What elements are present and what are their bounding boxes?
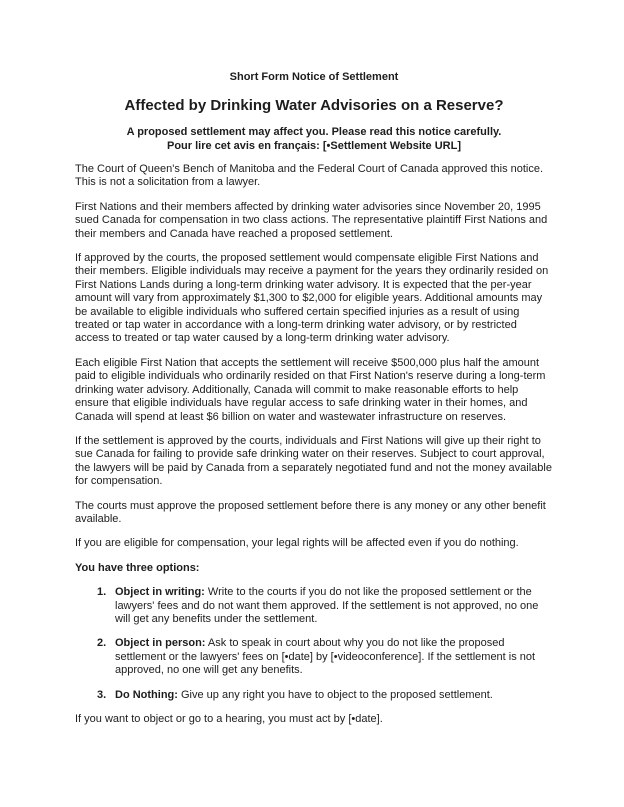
option-description: Write to the courts if you do not like the proposed settlement or the lawyers' fees and do not want them approved. If the settlement is not approved, no one will get any benefits under the settlement.: [115, 586, 539, 625]
option-item-object-in-writing: [75, 586, 553, 626]
paragraph-legal-rights-affected: If you are eligible for compensation, your legal rights will be affected even if you do nothing.: [75, 537, 519, 550]
option-number: 1.: [97, 586, 107, 599]
options-heading: You have three options:: [75, 561, 200, 574]
document-kicker: Short Form Notice of Settlement: [229, 71, 399, 83]
paragraph-class-actions: First Nations and their members affected by drinking water advisories since November 20, 1995 sued Canada for compensation in two class actions. The representative plaintiff First Nations and their members and Canada have reached a proposed settlement.: [75, 200, 548, 240]
paragraph-courts-must-approve: The courts must approve the proposed settlement before there is any money or any other benefit available.: [75, 499, 546, 525]
option-description: Ask to speak in court about why you do not like the proposed settlement or the lawyers' fees on [•date] by [•videoconference]. If the settlement is not approved, no one will get any benefits.: [115, 637, 536, 677]
paragraph-rights-given-up: If the settlement is approved by the courts, individuals and First Nations will give up their right to sue Canada for failing to provide safe drinking water on their reserves. Subject to court approval, the lawyers will be paid by Canada from a separately negotiated fund and not the money available for compensation.: [75, 434, 552, 488]
subtitle-warning-line: A proposed settlement may affect you. Please read this notice carefully.: [126, 126, 502, 138]
option-label: Object in writing:: [115, 586, 205, 599]
option-label: Do Nothing:: [115, 688, 178, 701]
document-title: Affected by Drinking Water Advisories on a Reserve?: [124, 97, 504, 114]
option-label: Object in person:: [115, 637, 206, 650]
paragraph-court-approved-notice: The Court of Queen's Bench of Manitoba and the Federal Court of Canada approved this notice. This is not a solicitation from a lawyer.: [75, 163, 544, 189]
option-item-object-in-person: [75, 637, 553, 677]
option-number: 2.: [97, 637, 107, 650]
notice-content: [75, 70, 553, 726]
option-number: 3.: [97, 688, 107, 701]
document-subtitle: [75, 125, 553, 153]
paragraph-settlement-compensation: If approved by the courts, the proposed settlement would compensate eligible First Nations and their members. Eligible individuals may receive a payment for the years they ordinarily resided on First Nations Lands during a long-term drinking water advisory. It is expected that the per-year amount will vary from approximately $1,300 to $2,000 for eligible years. Additional amounts may be available to eligible individuals who suffered certain specified injuries as a result of using treated or tap water in accordance with a long-term drinking water advisory, or by restricted access to treated or tap water caused by a long-term drinking water advisory.: [75, 252, 549, 345]
subtitle-french-line: Pour lire cet avis en français: [•Settlement Website URL]: [166, 140, 461, 152]
option-description: Give up any right you have to object to the proposed settlement.: [181, 688, 493, 701]
footer-deadline: If you want to object or go to a hearing, you must act by [•date].: [75, 713, 383, 725]
paragraph-first-nation-amount: Each eligible First Nation that accepts the settlement will receive $500,000 plus half the amount paid to eligible individuals who ordinarily resided on that First Nation's reserve during a long-term drinking water advisory. Additionally, Canada will commit to make reasonable efforts to help ensure that eligible individuals have regular access to safe drinking water in their homes, and Canada will spend at least $6 billion on water and wastewater infrastructure on reserves.: [75, 356, 546, 423]
option-item-do-nothing: [75, 689, 553, 702]
